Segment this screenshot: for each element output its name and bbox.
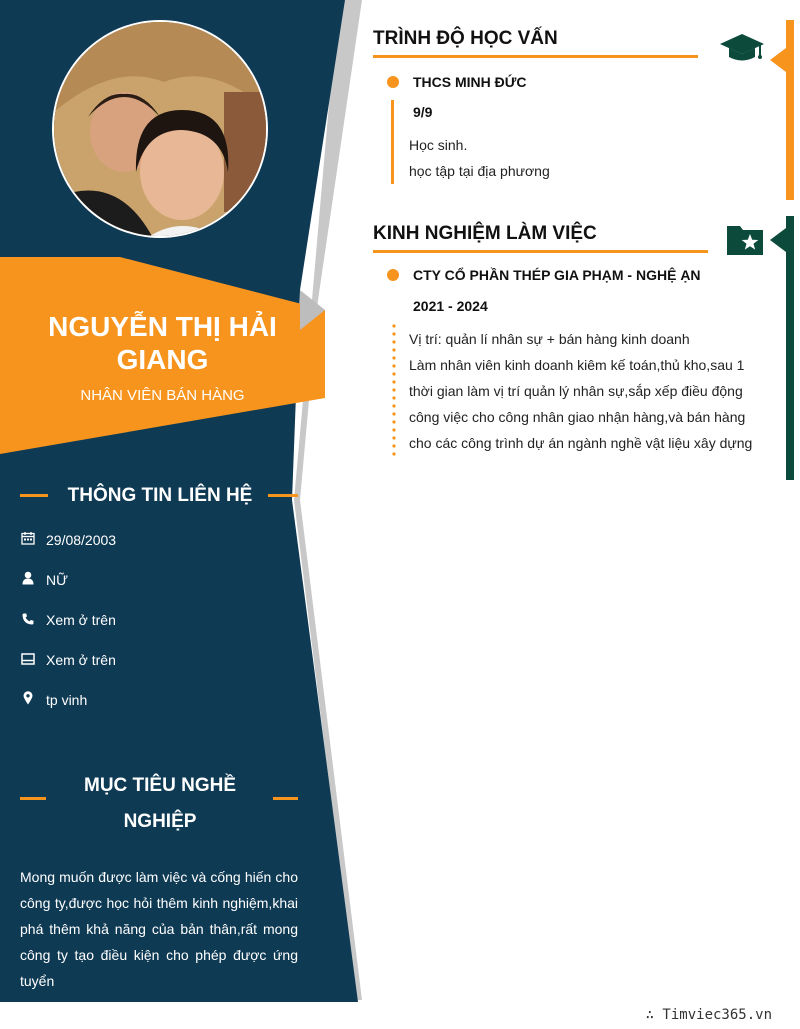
education-vertical-bar (391, 100, 394, 184)
experience-line-5: cho các công trình dự án ngành nghề vật liệu xây dựng (409, 435, 753, 451)
candidate-name (0, 310, 325, 376)
experience-title-underline (373, 250, 708, 253)
calendar-icon (20, 530, 36, 550)
experience-section-title: KINH NGHIỆM LÀM VIỆC (373, 223, 597, 244)
contact-phone-text: Xem ở trên (46, 612, 116, 628)
location-icon (20, 690, 36, 710)
education-title-underline (373, 55, 698, 58)
contact-address-text: tp vinh (46, 692, 88, 708)
objective-dash-left (20, 797, 46, 800)
contact-dob-text: 29/08/2003 (46, 532, 117, 548)
education-period: 9/9 (413, 104, 433, 120)
contact-dob (20, 530, 116, 550)
education-school: THCS MINH ĐỨC (413, 74, 527, 90)
contact-email (20, 650, 116, 670)
objective-title-line2: NGHIỆP (123, 811, 197, 832)
graduation-cap-icon (720, 32, 764, 69)
footer-watermark (646, 1007, 772, 1023)
briefcase-star-icon (726, 222, 764, 261)
experience-period: 2021 - 2024 (413, 298, 488, 314)
user-icon (20, 570, 36, 590)
education-desc-line2: học tập tại địa phương (409, 163, 550, 179)
email-icon (20, 650, 36, 670)
objective-dash-right (273, 797, 298, 800)
experience-dotted-line (392, 322, 396, 458)
contact-email-text: Xem ở trên (46, 652, 116, 668)
contact-address (20, 690, 87, 710)
experience-company: CTY CỔ PHẦN THÉP GIA PHẠM - NGHỆ ẠN (413, 267, 701, 283)
profile-photo (52, 20, 268, 238)
candidate-name-line2: GIANG (116, 344, 209, 375)
experience-bullet (387, 269, 399, 281)
objective-section-title (60, 768, 260, 840)
section-dash-left (20, 494, 48, 497)
phone-icon (20, 610, 36, 630)
candidate-position: NHÂN VIÊN BÁN HÀNG (80, 387, 245, 404)
objective-title-line1: MỤC TIÊU NGHỀ (84, 775, 236, 796)
objective-text: Mong muốn được làm việc và cống hiến cho công ty,được học hỏi thêm kinh nghiệm,khai phá thêm khả năng của bản thân,rất mong công ty tạo điều kiện cho phép được ứng tuyển (20, 869, 298, 989)
contact-phone (20, 610, 116, 630)
experience-line-3: thời gian làm vị trí quản lý nhân sự,sắp xếp điều động (409, 383, 743, 399)
footer-brand: Timviec365.vn (662, 1007, 772, 1023)
experience-line-1: Vị trí: quản lí nhân sự + bán hàng kinh doanh (409, 331, 690, 347)
experience-line-4: công việc cho công nhân giao nhận hàng,và bán hàng (409, 409, 746, 425)
education-section-title: TRÌNH ĐỘ HỌC VẤN (373, 28, 558, 49)
candidate-name-line1: NGUYỄN THỊ HẢI (48, 311, 277, 342)
contact-gender (20, 570, 68, 590)
contact-gender-text: NỮ (46, 572, 69, 588)
education-bullet (387, 76, 399, 88)
experience-line-2: Làm nhân viên kinh doanh kiêm kế toán,thủ kho,sau 1 (409, 357, 745, 373)
education-desc-line1: Học sinh. (409, 137, 468, 153)
footer-logo-icon: ∴ (645, 1007, 663, 1023)
contact-section-title: THÔNG TIN LIÊN HỆ (67, 485, 253, 506)
section-dash-right (268, 494, 298, 497)
